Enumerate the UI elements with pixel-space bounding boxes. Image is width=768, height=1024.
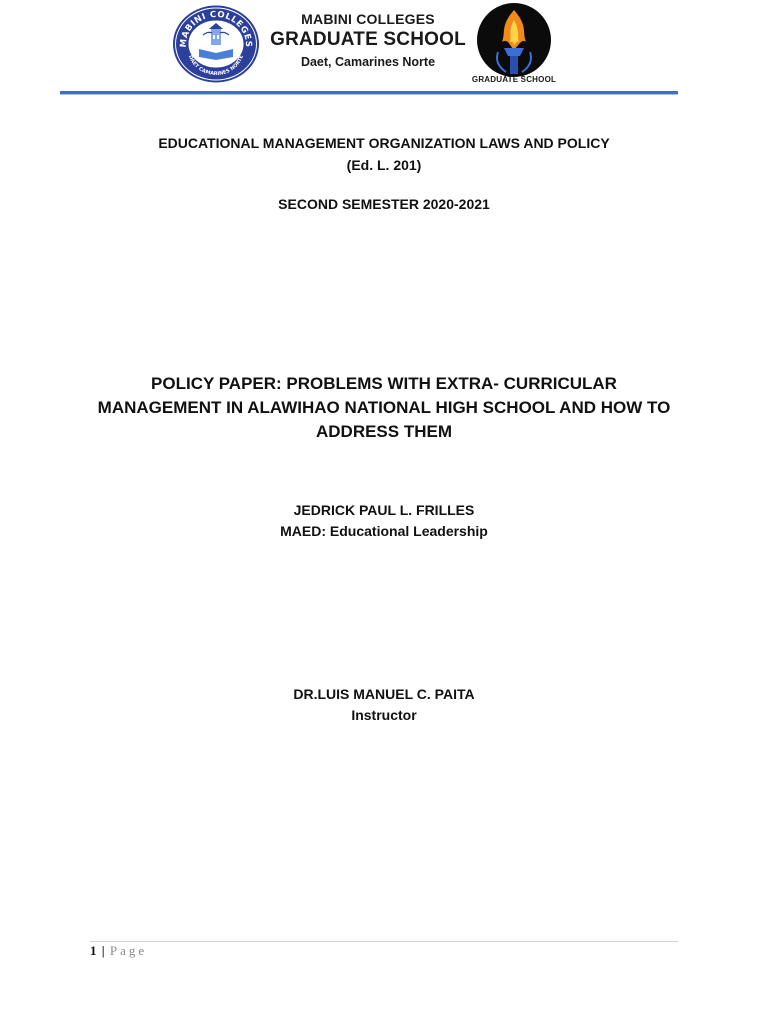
- school-name: GRADUATE SCHOOL: [270, 29, 466, 50]
- svg-text:MABINI COLLEGES: MABINI COLLEGES: [178, 9, 254, 48]
- page-label: Page: [109, 943, 148, 958]
- author-name: JEDRICK PAUL L. FRILLES: [293, 502, 475, 518]
- svg-text:DAET CAMARINES NORTE: DAET CAMARINES NORTE: [187, 54, 245, 78]
- college-name: MABINI COLLEGES: [301, 11, 435, 27]
- author-program: MAED: Educational Leadership: [280, 523, 488, 539]
- document-header: [0, 0, 768, 100]
- course-info: [0, 132, 768, 176]
- course-code: (Ed. L. 201): [346, 157, 422, 173]
- instructor-name: DR.LUIS MANUEL C. PAITA: [293, 686, 475, 702]
- logo-caption: GRADUATE SCHOOL: [471, 75, 557, 84]
- college-seal-icon: [173, 5, 259, 83]
- header-divider: [60, 91, 678, 95]
- header-text-group: [270, 10, 466, 72]
- page-separator: |: [101, 943, 105, 958]
- instructor-info: [0, 684, 768, 726]
- page-number: 1: [90, 943, 97, 958]
- school-location: Daet, Camarines Norte: [300, 55, 436, 69]
- course-title: EDUCATIONAL MANAGEMENT ORGANIZATION LAWS AND POLICY: [158, 135, 610, 151]
- semester: SECOND SEMESTER 2020-2021: [278, 196, 490, 212]
- footer-divider: [90, 941, 678, 942]
- author-info: [0, 500, 768, 542]
- page-footer: [90, 943, 147, 959]
- instructor-role: Instructor: [351, 707, 417, 723]
- paper-title: POLICY PAPER: PROBLEMS WITH EXTRA- CURRICULAR MANAGEMENT IN ALAWIHAO NATIONAL HIGH SCHOOL AND HOW TO ADDRESS THEM: [97, 374, 671, 441]
